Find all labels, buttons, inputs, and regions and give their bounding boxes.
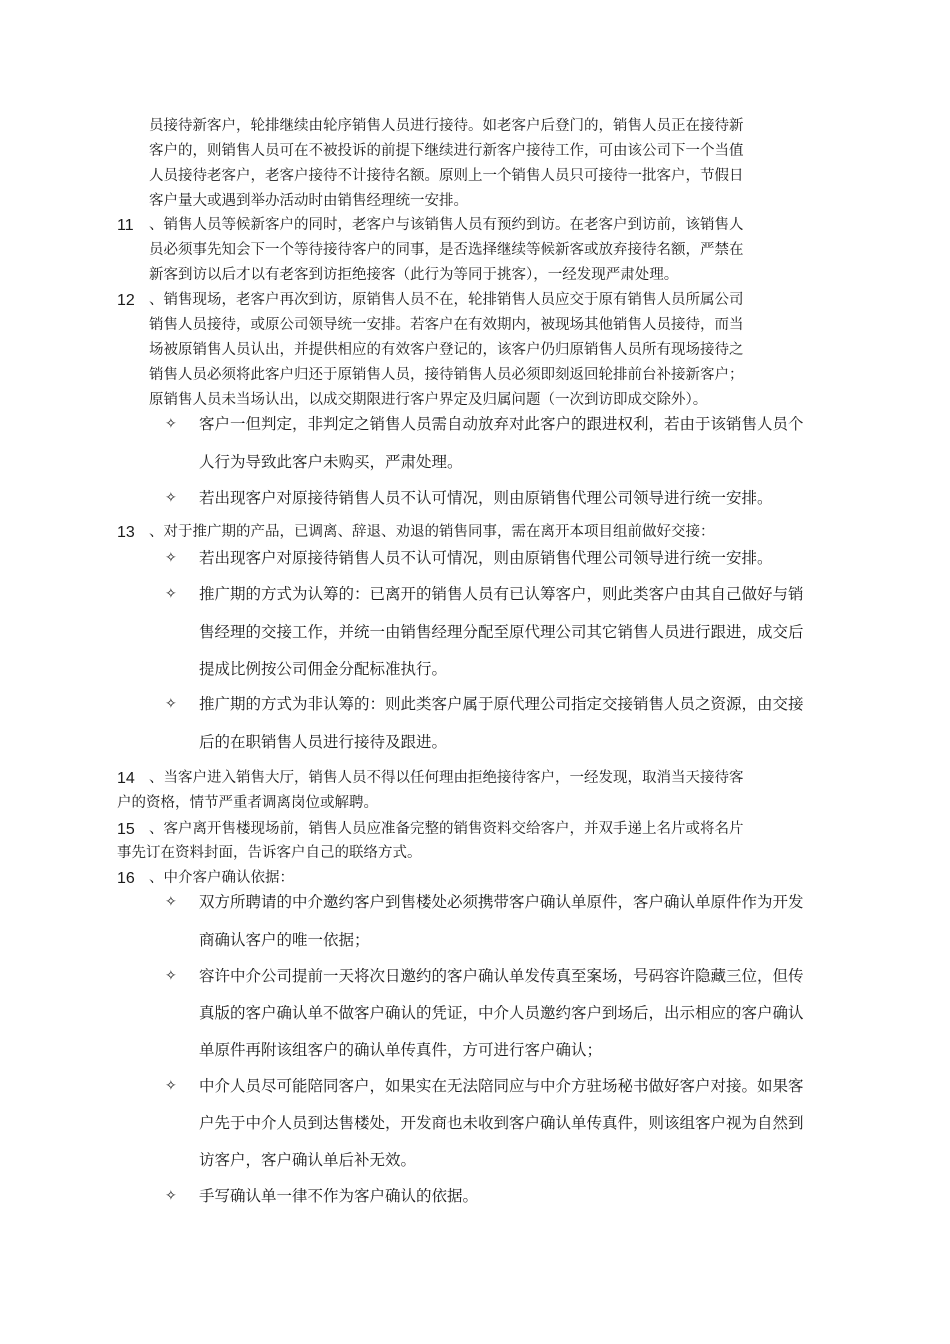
diamond-bullet-icon: ✧ bbox=[165, 696, 177, 712]
bullet-text-line: 客户一但判定，非判定之销售人员需自动放弃对此客户的跟进权利，若由于该销售人员个 bbox=[199, 415, 804, 433]
item-number: 12 bbox=[117, 292, 135, 309]
bullet-text-line: 单原件再附该组客户的确认单传真件，方可进行客户确认； bbox=[199, 1041, 603, 1059]
bullet-text-line: 商确认客户的唯一依据； bbox=[199, 931, 370, 949]
diamond-bullet-icon: ✧ bbox=[165, 550, 177, 566]
item-number: 11 bbox=[117, 217, 134, 234]
diamond-bullet-icon: ✧ bbox=[165, 416, 177, 432]
bullet-text-line: 双方所聘请的中介邀约客户到售楼处必须携带客户确认单原件，客户确认单原件作为开发 bbox=[199, 893, 804, 911]
bullet-text-line: 推广期的方式为非认筹的：则此类客户属于原代理公司指定交接销售人员之资源，由交接 bbox=[199, 695, 804, 713]
bullet-text-line: 容许中介公司提前一天将次日邀约的客户确认单发传真至案场，号码容许隐藏三位，但传 bbox=[199, 967, 804, 985]
text-line: 员接待新客户，轮排继续由轮序销售人员进行接待。如老客户后登门的，销售人员正在接待新 bbox=[149, 118, 744, 134]
bullet-text-line: 真版的客户确认单不做客户确认的凭证，中介人员邀约客户到场后，出示相应的客户确认 bbox=[199, 1004, 804, 1022]
text-line: 原销售人员未当场认出，以成交期限进行客户界定及归属问题（一次到访即成交除外）。 bbox=[149, 392, 708, 408]
bullet-text-line: 推广期的方式为认筹的：已离开的销售人员有已认筹客户，则此类客户由其自己做好与销 bbox=[199, 585, 804, 603]
text-line: 、中介客户确认依据： bbox=[149, 870, 294, 886]
diamond-bullet-icon: ✧ bbox=[165, 968, 177, 984]
diamond-bullet-icon: ✧ bbox=[165, 1188, 177, 1204]
text-line: 事先订在资料封面，告诉客户自己的联络方式。 bbox=[117, 845, 422, 861]
diamond-bullet-icon: ✧ bbox=[165, 586, 177, 602]
bullet-text-line: 中介人员尽可能陪同客户，如果实在无法陪同应与中介方驻场秘书做好客户对接。如果客 bbox=[199, 1077, 804, 1095]
bullet-text-line: 人行为导致此客户未购买，严肃处理。 bbox=[199, 453, 463, 471]
text-line: 客户的，则销售人员可在不被投诉的前提下继续进行新客户接待工作，可由该公司下一个当值 bbox=[149, 143, 744, 159]
diamond-bullet-icon: ✧ bbox=[165, 894, 177, 910]
bullet-text-line: 后的在职销售人员进行接待及跟进。 bbox=[199, 733, 448, 751]
diamond-bullet-icon: ✧ bbox=[165, 1078, 177, 1094]
item-number: 14 bbox=[117, 770, 135, 787]
text-line: 、客户离开售楼现场前，销售人员应准备完整的销售资料交给客户，并双手递上名片或将名片 bbox=[149, 821, 744, 837]
text-line: 销售人员接待，或原公司领导统一安排。若客户在有效期内，被现场其他销售人员接待，而当 bbox=[149, 317, 744, 333]
text-line: 、销售现场，老客户再次到访，原销售人员不在，轮排销售人员应交于原有销售人员所属公司 bbox=[149, 292, 744, 308]
text-line: 场被原销售人员认出，并提供相应的有效客户登记的，该客户仍归原销售人员所有现场接待之 bbox=[149, 342, 744, 358]
diamond-bullet-icon: ✧ bbox=[165, 490, 177, 506]
bullet-text-line: 户先于中介人员到达售楼处，开发商也未收到客户确认单传真件，则该组客户视为自然到 bbox=[199, 1114, 804, 1132]
bullet-text-line: 访客户，客户确认单后补无效。 bbox=[199, 1151, 417, 1169]
text-line: 销售人员必须将此客户归还于原销售人员，接待销售人员必须即刻返回轮排前台补接新客户； bbox=[149, 367, 744, 383]
text-line: 、当客户进入销售大厅，销售人员不得以任何理由拒绝接待客户，一经发现，取消当天接待客 bbox=[149, 770, 744, 786]
text-line: 客户量大或遇到举办活动时由销售经理统一安排。 bbox=[149, 193, 468, 209]
text-line: 、对于推广期的产品，已调离、辞退、劝退的销售同事，需在离开本项目组前做好交接： bbox=[149, 524, 715, 540]
text-line: 人员接待老客户，老客户接待不计接待名额。原则上一个销售人员只可接待一批客户，节假日 bbox=[149, 168, 744, 184]
item-number: 13 bbox=[117, 524, 135, 541]
item-number: 15 bbox=[117, 821, 135, 838]
text-line: 、销售人员等候新客户的同时，老客户与该销售人员有预约到访。在老客户到访前，该销售人 bbox=[149, 217, 744, 233]
item-number: 16 bbox=[117, 870, 135, 887]
bullet-text-line: 售经理的交接工作，并统一由销售经理分配至原代理公司其它销售人员进行跟进，成交后 bbox=[199, 623, 804, 641]
text-line: 户的资格，情节严重者调离岗位或解聘。 bbox=[117, 795, 378, 811]
text-line: 员必须事先知会下一个等待接待客户的同事，是否选择继续等候新客或放弃接待名额，严禁在 bbox=[149, 242, 744, 258]
bullet-text-line: 提成比例按公司佣金分配标准执行。 bbox=[199, 660, 448, 678]
text-line: 新客到访以后才以有老客到访拒绝接客（此行为等同于挑客），一经发现严肃处理。 bbox=[149, 267, 679, 283]
bullet-text-line: 若出现客户对原接待销售人员不认可情况，则由原销售代理公司领导进行统一安排。 bbox=[199, 489, 773, 507]
bullet-text-line: 若出现客户对原接待销售人员不认可情况，则由原销售代理公司领导进行统一安排。 bbox=[199, 549, 773, 567]
bullet-text-line: 手写确认单一律不作为客户确认的依据。 bbox=[199, 1187, 479, 1205]
